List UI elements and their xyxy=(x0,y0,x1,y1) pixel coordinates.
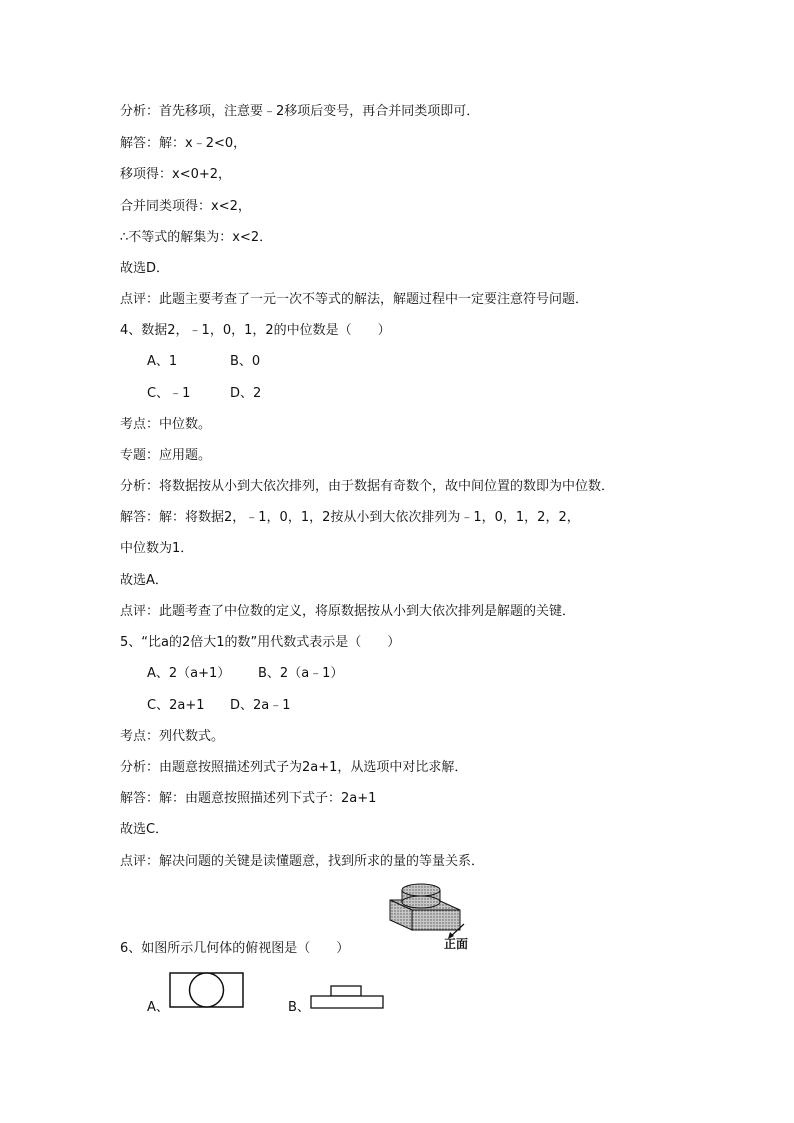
text-line: 故选A． xyxy=(120,573,168,588)
option-b-figure xyxy=(309,985,385,1011)
text-line: 解答：解：将数据2，﹣1，0，1，2按从小到大依次排列为﹣1，0，1，2，2， xyxy=(120,510,580,525)
option-d: D、2 xyxy=(230,386,262,401)
text-line: 考点：列代数式。 xyxy=(120,729,225,744)
option-b: B、0 xyxy=(230,354,261,369)
text-line: 分析：首先移项，注意要﹣2移项后变号，再合并同类项即可． xyxy=(120,104,480,119)
option-a: A、2（a+1） xyxy=(147,666,231,681)
option-c: C、﹣1 xyxy=(147,386,191,401)
question-4: 4、数据2，﹣1，0，1，2的中位数是（ ） xyxy=(120,323,391,338)
text-line: 解答：解：x﹣2<0， xyxy=(120,136,247,151)
text-line: 点评：解决问题的关键是读懂题意，找到所求的量的等量关系． xyxy=(120,854,485,869)
text-line: 中位数为1． xyxy=(120,541,194,556)
text-line: 专题：应用题。 xyxy=(120,448,212,463)
option-c: C、2a+1 xyxy=(147,698,205,713)
text-line: 点评：此题主要考查了一元一次不等式的解法，解题过程中一定要注意符号问题． xyxy=(120,292,589,307)
option-a: A、 xyxy=(147,1000,169,1015)
figure-label: 正面 xyxy=(444,937,469,951)
option-b: B、 xyxy=(288,1000,310,1015)
option-a-figure xyxy=(169,972,245,1010)
question-5: 5、“比a的2倍大1的数”用代数式表示是（ ） xyxy=(120,635,401,650)
question-6: 6、如图所示几何体的俯视图是（ ） xyxy=(120,941,350,956)
text-line: 合并同类项得：x<2， xyxy=(120,199,251,214)
text-line: 故选C． xyxy=(120,822,169,837)
text-line: 考点：中位数。 xyxy=(120,417,212,432)
option-b: B、2（a﹣1） xyxy=(258,666,344,681)
text-line: 分析：由题意按照描述列式子为2a+1，从选项中对比求解． xyxy=(120,760,468,775)
option-d: D、2a﹣1 xyxy=(230,698,291,713)
text-line: 移项得：x<0+2， xyxy=(120,167,232,182)
text-line: 点评：此题考查了中位数的定义，将原数据按从小到大依次排列是解题的关键． xyxy=(120,604,576,619)
text-line: 分析：将数据按从小到大依次排列，由于数据有奇数个，故中间位置的数即为中位数． xyxy=(120,479,615,494)
option-a: A、1 xyxy=(147,354,178,369)
text-line: ∴不等式的解集为：x<2． xyxy=(120,230,273,245)
text-line: 故选D． xyxy=(120,261,170,276)
text-line: 解答：解：由题意按照描述列下式子：2a+1 xyxy=(120,791,377,806)
